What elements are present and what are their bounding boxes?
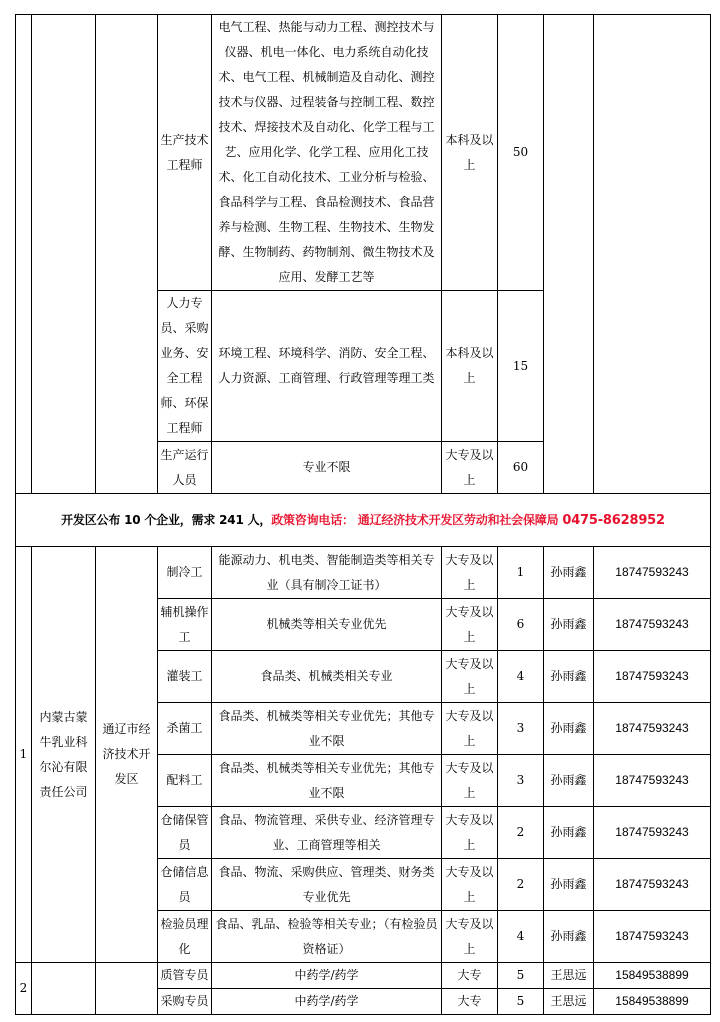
position-cell: 配料工 <box>158 755 212 807</box>
table-row <box>16 547 711 599</box>
contact-cell: 孙雨鑫 <box>544 911 594 963</box>
count-cell: 1 <box>498 547 544 599</box>
count-cell: 50 <box>498 15 544 291</box>
phone-cell: 18747593243 <box>594 599 711 651</box>
location-cell <box>96 15 158 494</box>
major-cell: 食品类、机械类相关专业 <box>212 651 442 703</box>
position-cell: 人力专员、采购业务、安全工程师、环保工程师 <box>158 291 212 442</box>
education-cell: 大专及以上 <box>442 651 498 703</box>
location-cell <box>96 963 158 1015</box>
position-cell: 制冷工 <box>158 547 212 599</box>
position-cell: 质管专员 <box>158 963 212 989</box>
contact-cell: 孙雨鑫 <box>544 651 594 703</box>
education-cell: 大专 <box>442 989 498 1015</box>
major-cell: 食品类、机械类等相关专业优先；其他专业不限 <box>212 755 442 807</box>
index-cell: 2 <box>16 963 32 1015</box>
major-cell: 环境工程、环境科学、消防、安全工程、人力资源、工商管理、行政管理等理工类 <box>212 291 442 442</box>
contact-cell: 孙雨鑫 <box>544 599 594 651</box>
education-cell: 本科及以上 <box>442 291 498 442</box>
education-cell: 大专 <box>442 963 498 989</box>
phone-cell <box>594 15 711 494</box>
contact-cell: 孙雨鑫 <box>544 703 594 755</box>
company-cell: 内蒙古蒙牛乳业科尔沁有限责任公司 <box>32 547 96 963</box>
major-cell: 能源动力、机电类、智能制造类等相关专业（具有制冷工证书） <box>212 547 442 599</box>
company-cell <box>32 15 96 494</box>
table-row <box>16 15 711 291</box>
notice-row <box>16 494 711 547</box>
contact-cell <box>544 15 594 494</box>
education-cell: 大专及以上 <box>442 599 498 651</box>
contact-cell: 孙雨鑫 <box>544 807 594 859</box>
count-cell: 3 <box>498 703 544 755</box>
contact-cell: 王思远 <box>544 963 594 989</box>
table-row <box>16 963 711 989</box>
location-cell: 通辽市经济技术开发区 <box>96 547 158 963</box>
count-cell: 3 <box>498 755 544 807</box>
phone-cell: 18747593243 <box>594 911 711 963</box>
education-cell: 大专及以上 <box>442 807 498 859</box>
major-cell: 电气工程、热能与动力工程、测控技术与仪器、机电一体化、电力系统自动化技术、电气工程、机械制造及自动化、测控技术与仪器、过程装备与控制工程、数控技术、焊接技术及自动化、化学工程与工艺、应用化学、化学工程、应用化工技术、化工自动化技术、工业分析与检验、食品科学与工程、食品检测技术、食品营养与检测、生物工程、生物技术、生物发酵、生物制药、药物制剂、微生物技术及应用、发酵工艺等 <box>212 15 442 291</box>
education-cell: 本科及以上 <box>442 15 498 291</box>
index-cell: 1 <box>16 547 32 963</box>
phone-cell: 18747593243 <box>594 859 711 911</box>
position-cell: 采购专员 <box>158 989 212 1015</box>
position-cell: 灌装工 <box>158 651 212 703</box>
phone-cell: 18747593243 <box>594 547 711 599</box>
major-cell: 机械类等相关专业优先 <box>212 599 442 651</box>
count-cell: 5 <box>498 989 544 1015</box>
major-cell: 专业不限 <box>212 442 442 494</box>
notice-hotline-label: 政策咨询电话： 通辽经济技术开发区劳动和社会保障局 <box>271 512 563 527</box>
education-cell: 大专及以上 <box>442 755 498 807</box>
education-cell: 大专及以上 <box>442 442 498 494</box>
contact-cell: 王思远 <box>544 989 594 1015</box>
count-cell: 4 <box>498 911 544 963</box>
count-cell: 5 <box>498 963 544 989</box>
index-cell <box>16 15 32 494</box>
position-cell: 检验员理化 <box>158 911 212 963</box>
notice-summary: 开发区公布 10 个企业，需求 241 人， <box>61 512 272 527</box>
education-cell: 大专及以上 <box>442 859 498 911</box>
contact-cell: 孙雨鑫 <box>544 859 594 911</box>
major-cell: 食品、乳品、检验等相关专业；（有检验员资格证） <box>212 911 442 963</box>
major-cell: 食品、物流管理、采供专业、经济管理专业、工商管理等相关 <box>212 807 442 859</box>
count-cell: 2 <box>498 807 544 859</box>
major-cell: 食品类、机械类等相关专业优先；其他专业不限 <box>212 703 442 755</box>
phone-cell: 18747593243 <box>594 651 711 703</box>
phone-cell: 18747593243 <box>594 807 711 859</box>
contact-cell: 孙雨鑫 <box>544 547 594 599</box>
recruitment-table <box>15 14 711 1015</box>
position-cell: 生产技术工程师 <box>158 15 212 291</box>
count-cell: 60 <box>498 442 544 494</box>
notice-hotline-number: 0475-8628952 <box>562 512 665 528</box>
education-cell: 大专及以上 <box>442 911 498 963</box>
major-cell: 中药学/药学 <box>212 963 442 989</box>
phone-cell: 18747593243 <box>594 703 711 755</box>
company-cell <box>32 963 96 1015</box>
position-cell: 仓储信息员 <box>158 859 212 911</box>
position-cell: 杀菌工 <box>158 703 212 755</box>
major-cell: 食品、物流、采购供应、管理类、财务类专业优先 <box>212 859 442 911</box>
notice-cell <box>16 494 711 547</box>
education-cell: 大专及以上 <box>442 547 498 599</box>
count-cell: 2 <box>498 859 544 911</box>
count-cell: 4 <box>498 651 544 703</box>
count-cell: 6 <box>498 599 544 651</box>
position-cell: 仓储保管员 <box>158 807 212 859</box>
phone-cell: 15849538899 <box>594 989 711 1015</box>
education-cell: 大专及以上 <box>442 703 498 755</box>
contact-cell: 孙雨鑫 <box>544 755 594 807</box>
phone-cell: 15849538899 <box>594 963 711 989</box>
major-cell: 中药学/药学 <box>212 989 442 1015</box>
position-cell: 辅机操作工 <box>158 599 212 651</box>
position-cell: 生产运行人员 <box>158 442 212 494</box>
phone-cell: 18747593243 <box>594 755 711 807</box>
count-cell: 15 <box>498 291 544 442</box>
